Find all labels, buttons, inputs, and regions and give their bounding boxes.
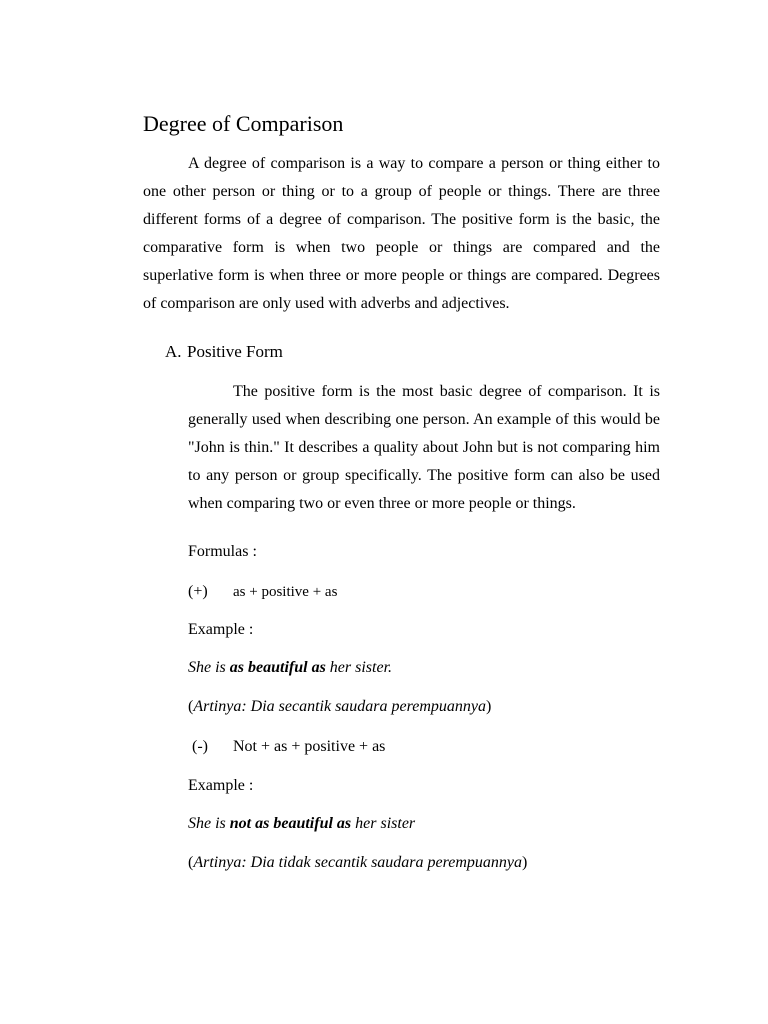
section-paragraph: The positive form is the most basic degree of comparison. It is generally used when describing one person. An example of this would be "John is thin." It describes a quality about John but is not comparing him to any person or group specifically. The positive form can also be used when comparing two or even three or more people or things. bbox=[188, 383, 660, 512]
negative-example-bold: not as beautiful as bbox=[229, 815, 352, 832]
negative-translation bbox=[188, 853, 527, 873]
positive-translation-text: Artinya: Dia secantik saudara perempuannya bbox=[193, 698, 487, 715]
negative-translation-text: Artinya: Dia tidak secantik saudara perempuannya bbox=[193, 854, 523, 871]
section-heading bbox=[165, 340, 283, 364]
positive-example-label: Example : bbox=[188, 621, 254, 638]
positive-translation-open: ( bbox=[188, 698, 194, 715]
negative-translation-close: ) bbox=[522, 854, 528, 871]
positive-example-post: her sister. bbox=[325, 659, 393, 676]
section-marker: A. bbox=[165, 342, 182, 361]
negative-formula-sign: (-) bbox=[192, 738, 208, 755]
positive-example-bold: as beautiful as bbox=[229, 659, 326, 676]
intro-paragraph: A degree of comparison is a way to compare a person or thing either to one other person or thing or to a group of people or things. There are three different forms of a degree of comparison. The positive form is the basic, the comparative form is when two people or things are compared and the superlative form is when three or more people or things are compared. Degrees of comparison are only used with adverbs and adjectives. bbox=[143, 155, 660, 312]
negative-formula: Not + as + positive + as bbox=[233, 738, 386, 755]
positive-translation bbox=[188, 697, 491, 717]
positive-formula-sign: (+) bbox=[188, 583, 208, 600]
positive-example-sentence bbox=[188, 658, 392, 678]
positive-translation-close: ) bbox=[486, 698, 492, 715]
positive-example-pre: She is bbox=[188, 659, 230, 676]
negative-example-pre: She is bbox=[188, 815, 230, 832]
negative-translation-open: ( bbox=[188, 854, 194, 871]
negative-formula-line bbox=[188, 737, 385, 757]
negative-example-post: her sister bbox=[351, 815, 416, 832]
positive-formula-line bbox=[188, 582, 337, 602]
negative-example-label: Example : bbox=[188, 777, 254, 794]
section-heading-text: Positive Form bbox=[187, 342, 283, 361]
positive-formula: as + positive + as bbox=[233, 584, 338, 600]
formulas-label: Formulas : bbox=[188, 543, 257, 560]
page-title: Degree of Comparison bbox=[143, 111, 344, 136]
negative-example-sentence bbox=[188, 814, 415, 834]
